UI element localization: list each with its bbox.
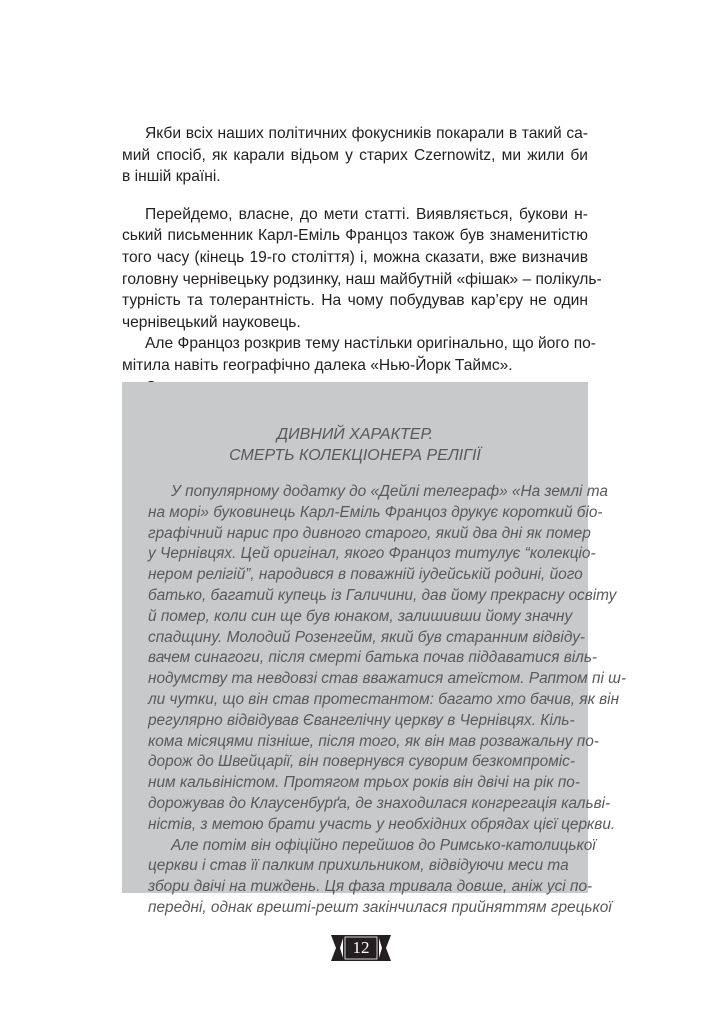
intro-text [122,123,602,398]
intro-line: Але Францоз розкрив тему настільки оригінально, що його по- [145,335,597,353]
page-number: 12 [352,938,370,957]
intro-line: Перейдемо, власне, до мети статті. Виявляється, букови н- [145,205,588,223]
article-title-line-1: ДИВНИЙ ХАРАКТЕР. [276,426,434,443]
article-line: церкви і став її палким прихильником, відвідуючи меси та [148,857,569,875]
article-line: дорож до Швейцарії, він повернувся суворим безкомпроміс- [148,753,575,771]
intro-line: в іншій країні. [122,168,221,186]
intro-line: головну чернівецьку родзинку, наш майбутній «фішак» – полікуль- [122,270,602,288]
article-line: ністів, з метою брати участь у необхідних обрядах цієї церкви. [148,815,616,833]
article-line: дорожував до Клаусенбурґа, де знаходилася конгрегація кальві- [148,794,611,812]
article-line: нодумству та невдовзі став вважатися атеїстом. Раптом пі ш- [148,670,627,688]
article-title-line-2: СМЕРТЬ КОЛЕКЦІОНЕРА РЕЛІГІЇ [229,447,481,464]
page-number-badge [331,935,391,961]
article-line: кома місяцями пізніше, після того, як він мав розважальну по- [148,732,599,750]
article-line: ли чутки, що він став протестантом: багато хто бачив, як він [148,690,620,708]
article-line: нером релігій”, народився в поважній іудейській родині, його [148,566,583,584]
intro-line: мітила навіть географічно далека «Нью-Йорк Таймс». [122,356,513,374]
intro-line: Якби всіх наших політичних фокусників покарали в такий са- [145,125,588,142]
paragraph-gap [122,188,588,204]
intro-line: мий спосіб, як карали відьом у старих Czernowitz, ми жили би [122,146,589,164]
article-line: регулярно відвідував Євангелічну церкву в Чернівцях. Кіль- [148,711,575,729]
article-line: Але потім він офіційно перейшов до Римсько-католицької [171,836,596,854]
intro-line: того часу (кінець 19-го століття) і, можна сказати, вже визначив [122,248,588,266]
article-line: батько, багатий купець із Галичини, дав йому прекрасну освіту [148,586,617,604]
article-line: графічний нарис про дивного старого, який два дні як помер [148,524,591,542]
article-line: на морі» буковинець Карл-Еміль Францоз друкує короткий біо- [148,503,603,521]
article-line: збори двічі на тиждень. Ця фаза тривала довше, аніж усі по- [148,878,593,896]
article-line: передні, однак врешті-решт закінчилася прийняттям грецької [148,898,612,916]
article-line: у Чернівцях. Цей оригінал, якого Францоз титулує “колекціо- [148,545,596,563]
quoted-article-box [122,382,627,916]
intro-line: турність та толерантність. На чому побудував кар’єру не один [122,292,588,310]
article-body [148,482,627,919]
article-title [122,424,588,466]
intro-line: чернівецький науковець. [122,313,301,331]
article-line: У популярному додатку до «Дейлі телеграф» «На землі та [171,483,608,500]
article-line: й помер, коли син ще був юнаком, залишивши йому значну [148,607,573,625]
intro-line: ський письменник Карл-Еміль Францоз також був знаменитістю [122,227,588,245]
article-line: вачем синагоги, після смерті батька почав піддаватися віль- [148,649,598,667]
article-line: спадщину. Молодий Розенгейм, який був старанним відвіду- [148,628,586,646]
article-line: ним кальвіністом. Протягом трьох років він двічі на рік по- [148,774,580,792]
